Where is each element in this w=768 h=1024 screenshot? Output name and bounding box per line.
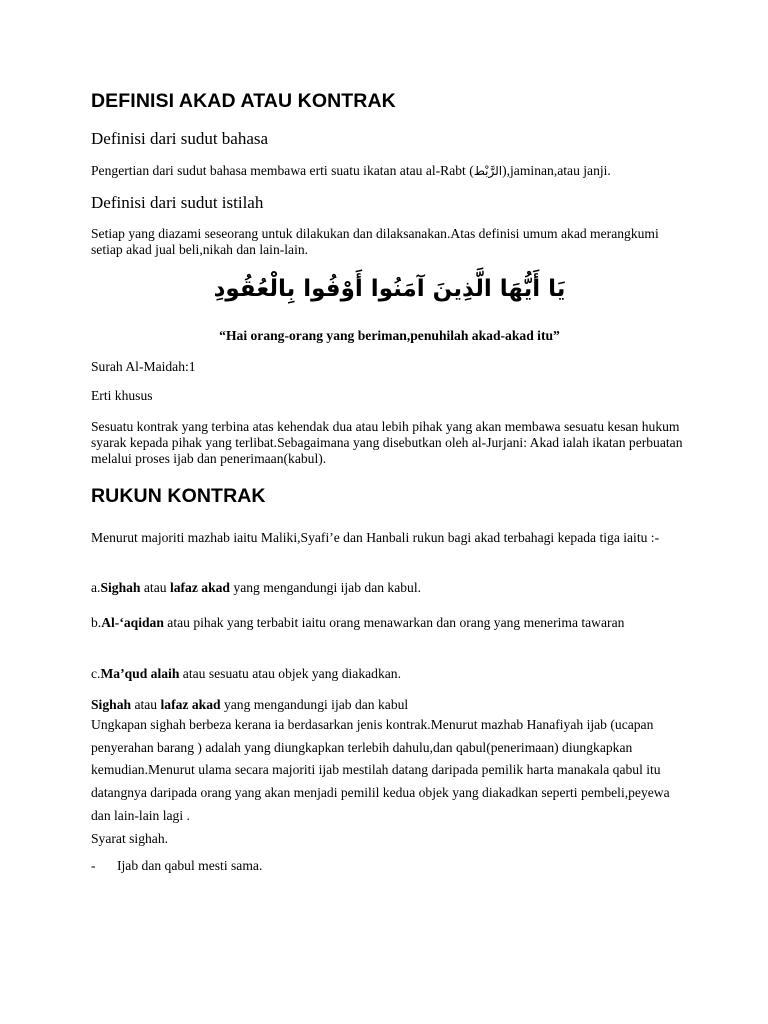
paragraph-istilah: Setiap yang diazami seseorang untuk dilakukan dan dilaksanakan.Atas definisi umum akad merangkumi setiap akad jual beli,nikah dan lain-lain.	[91, 226, 659, 257]
erti-khusus-label: Erti khusus	[91, 388, 153, 403]
paragraph-sighah: Ungkapan sighah berbeza kerana ia berdasarkan jenis kontrak.Menurut mazhab Hanafiyah ijab (ucapan penyerahan barang ) adalah yang diungkapkan terlebih dahulu,dan qabul(penerimaan) diungkapkan kemudian.Menurut ulama secara majoriti ijab mestilah datang daripada pemilik harta manakala qabul itu datangnya daripada orang yang akan menjadi pemilil kedua objek yang diakadkan seperti pembeli,peyewa dan lain-lain lagi .	[91, 717, 670, 823]
subheading-bahasa: Definisi dari sudut bahasa	[91, 129, 269, 148]
paragraph-bahasa	[91, 163, 688, 179]
paragraph-bahasa-post: ),jaminan,atau janji.	[502, 163, 611, 178]
bullet-text: Ijab dan qabul mesti sama.	[117, 858, 263, 873]
item-a-prefix: a.	[91, 580, 101, 595]
heading-definisi-akad: DEFINISI AKAD ATAU KONTRAK	[91, 90, 396, 112]
item-a-rest: yang mengandungi ijab dan kabul.	[230, 580, 422, 595]
sighah-line	[91, 697, 688, 713]
item-c-prefix: c.	[91, 666, 101, 681]
sighah-bold2: lafaz akad	[160, 697, 221, 712]
item-b-bold: Al-‘aqidan	[101, 615, 164, 630]
syarat-sighah-label: Syarat sighah.	[91, 831, 169, 846]
bullet-dash: -	[91, 858, 96, 873]
item-c-bold: Ma’qud alaih	[100, 666, 180, 681]
heading-rukun-kontrak: RUKUN KONTRAK	[91, 485, 266, 507]
item-b-prefix: b.	[91, 615, 102, 630]
list-item-a	[91, 580, 688, 596]
paragraph-khusus: Sesuatu kontrak yang terbina atas kehendak dua atau lebih pihak yang akan membawa sesuatu kesan hukum syarak kepada pihak yang terlibat.Sebagaimana yang disebutkan oleh al-Jurjani: Akad ialah ikatan perbuatan melalui proses ijab dan penerimaan(kabul).	[91, 419, 683, 466]
verse-translation: “Hai orang-orang yang beriman,penuhilah akad-akad itu”	[219, 328, 560, 343]
bullet-item-1	[91, 858, 688, 874]
item-a-mid: atau	[140, 580, 170, 595]
sighah-rest: yang mengandungi ijab dan kabul	[220, 697, 409, 712]
verse-reference: Surah Al-Maidah:1	[91, 359, 196, 374]
item-a-bold: Sighah	[100, 580, 141, 595]
sighah-bold: Sighah	[91, 697, 132, 712]
sighah-mid: atau	[131, 697, 161, 712]
subheading-istilah: Definisi dari sudut istilah	[91, 193, 264, 212]
item-b-rest: atau pihak yang terbabit iaitu orang menawarkan dan orang yang menerima tawaran	[163, 615, 625, 630]
item-c-rest: atau sesuatu atau objek yang diakadkan.	[179, 666, 401, 681]
arabic-rabt: الرَّبْط	[473, 164, 503, 178]
list-item-c	[91, 666, 688, 682]
paragraph-rukun: Menurut majoriti mazhab iaitu Maliki,Syafi’e dan Hanbali rukun bagi akad terbahagi kepada tiga iaitu :-	[91, 530, 660, 545]
list-item-b	[91, 615, 688, 631]
item-a-bold2: lafaz akad	[169, 580, 230, 595]
quran-verse-arabic: يَا أَيُّهَا الَّذِينَ آمَنُوا أَوْفُوا بِالْعُقُودِ	[213, 276, 566, 302]
paragraph-bahasa-pre: Pengertian dari sudut bahasa membawa erti suatu ikatan atau al-Rabt (	[91, 163, 474, 178]
